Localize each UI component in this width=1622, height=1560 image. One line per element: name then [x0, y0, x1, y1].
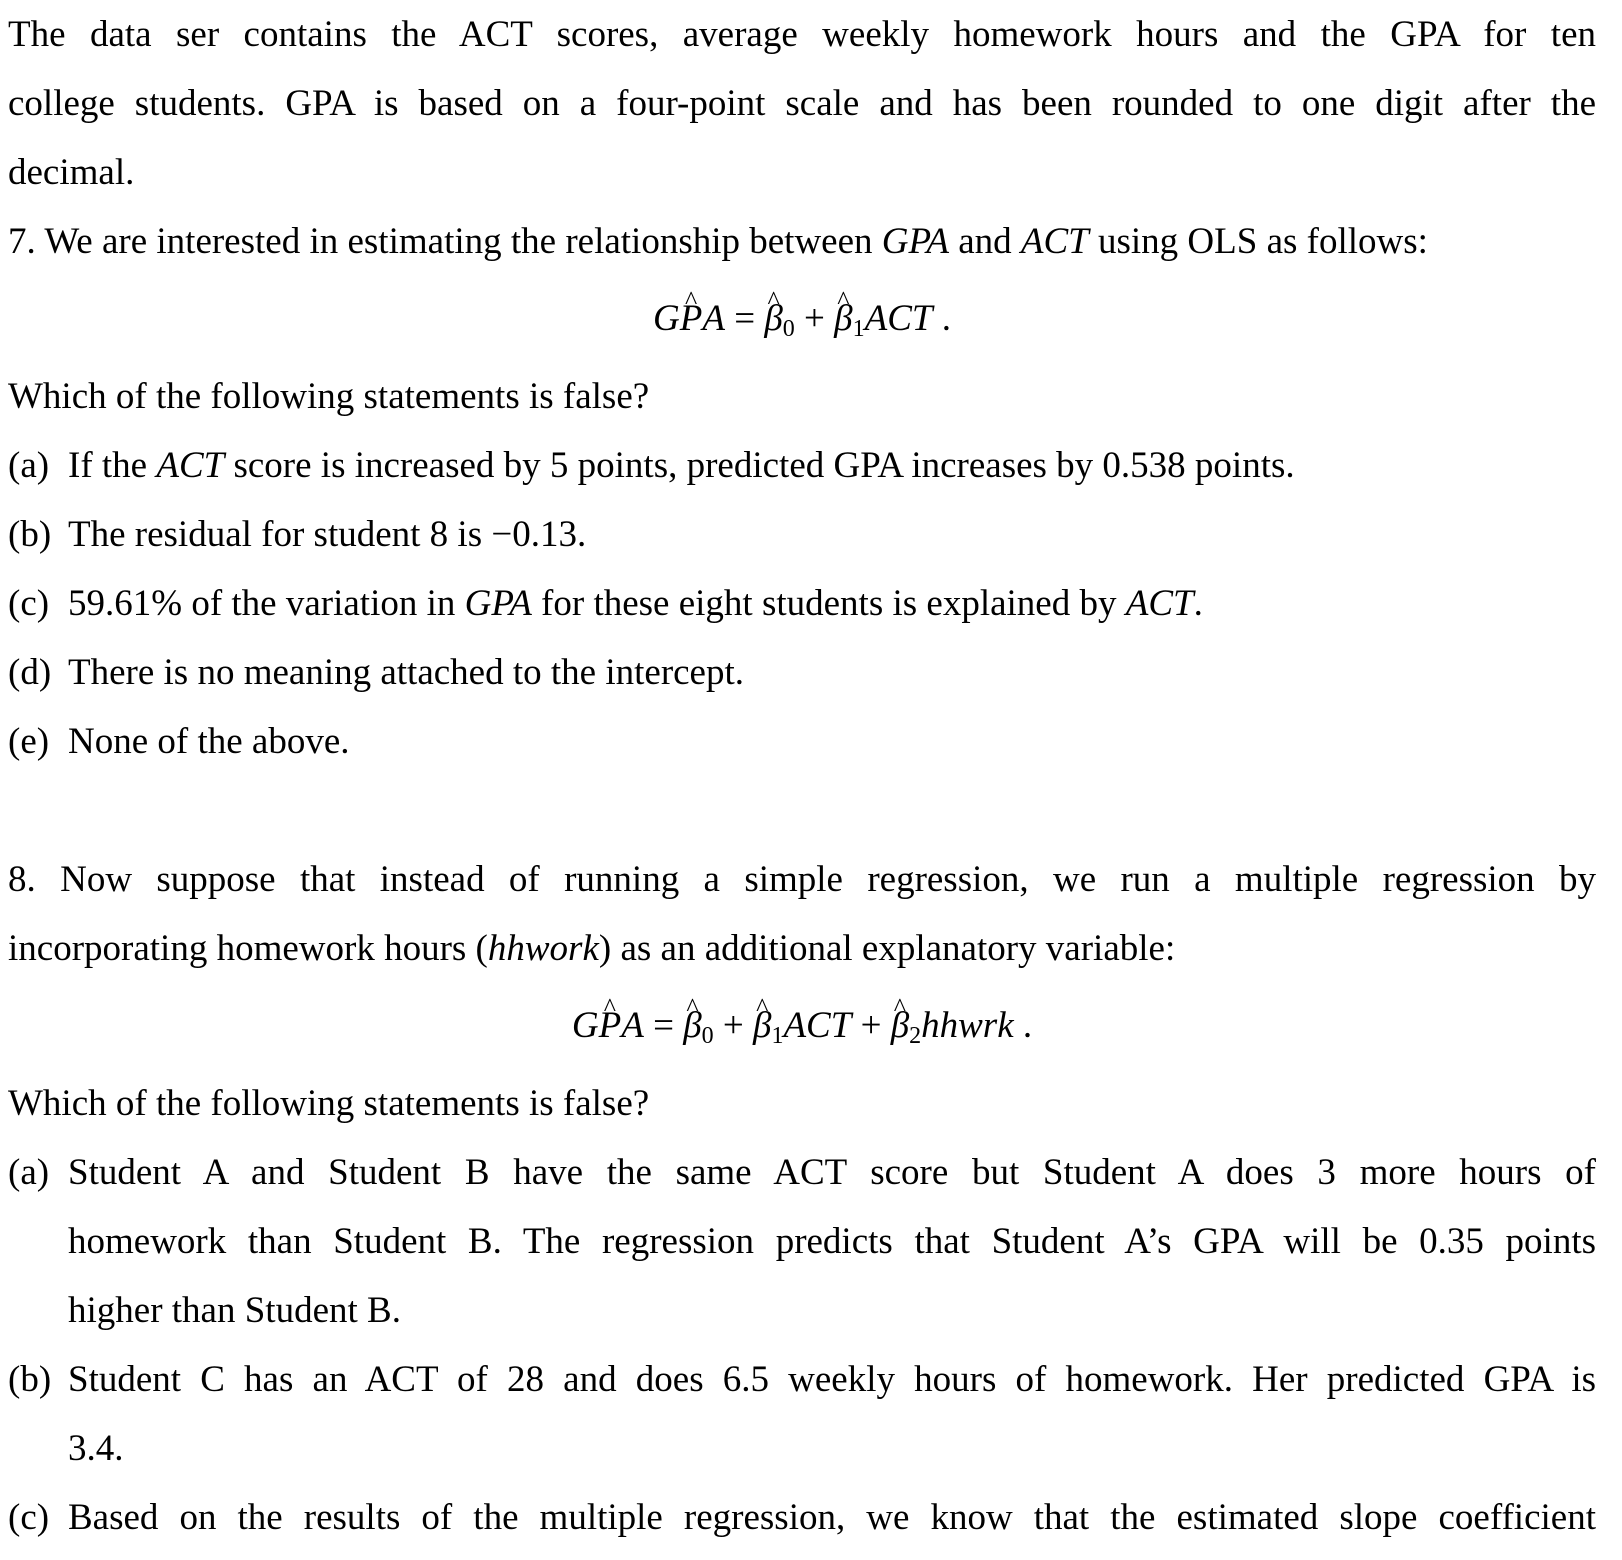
q8-option-a-line-1: Student A and Student B have the same ACT score but Student A does 3 more hours of — [68, 1152, 1596, 1193]
q8-option-a: (a) Student A and Student B have the same ACT score but Student A does 3 more hours of homework than Student B. The regression predicts that Student A’s GPA will be 0.35 points higher than Student B. — [8, 1138, 1596, 1345]
q8-option-a-line-2: homework than Student B. The regression predicts that Student A’s GPA will be 0.35 points — [68, 1221, 1596, 1262]
intro-line-2: college students. GPA is based on a four-point scale and has been rounded to one digit after the — [8, 83, 1596, 124]
document-page — [8, 0, 1596, 1552]
q8-prompt-line-1: 8. Now suppose that instead of running a simple regression, we run a multiple regression by — [8, 859, 1596, 900]
q7-prompt: 7. We are interested in estimating the relationship between GPA and ACT using OLS as follows: — [8, 221, 1428, 262]
q7-option-e: (e) None of the above. — [8, 721, 350, 762]
q7-option-b: (b) The residual for student 8 is −0.13. — [8, 514, 587, 555]
q8-option-a-line-3: higher than Student B. — [68, 1290, 401, 1331]
q7-equation: G^ PA = ^ $\beta_0$ + ^ $\beta_1ACT$ . — [8, 276, 1596, 362]
q8-option-c: (c) Based on the results of the multiple regression, we know that the estimated slope coefficient — [8, 1483, 1596, 1552]
q7-question: Which of the following statements is false? — [8, 376, 650, 417]
intro-line-1: The data ser contains the ACT scores, average weekly homework hours and the GPA for ten — [8, 14, 1596, 55]
q8-option-b-line-1: Student C has an ACT of 28 and does 6.5 weekly hours of homework. Her predicted GPA is — [68, 1359, 1596, 1400]
q8-question: Which of the following statements is false? — [8, 1083, 650, 1124]
q8-option-c-line-1: Based on the results of the multiple regression, we know that the estimated slope coefficient — [68, 1497, 1596, 1538]
q8-option-b: (b) Student C has an ACT of 28 and does 6.5 weekly hours of homework. Her predicted GPA is 3.4. — [8, 1345, 1596, 1483]
q8-option-b-line-2: 3.4. — [68, 1428, 124, 1469]
q7-option-c: (c) 59.61% of the variation in GPA for these eight students is explained by ACT. — [8, 583, 1203, 624]
q8-prompt-line-2: incorporating homework hours (hhwork) as an additional explanatory variable: — [8, 928, 1176, 969]
intro-line-3: decimal. — [8, 152, 135, 193]
q7-option-a: (a) If the ACT score is increased by 5 points, predicted GPA increases by 0.538 points. — [8, 445, 1295, 486]
q8-equation: G^ PA = ^ $\beta_0$ + ^ $\beta_1ACT$ + ^ $\beta_2hhwrk$ . — [8, 983, 1596, 1069]
q7-option-d: (d) There is no meaning attached to the intercept. — [8, 652, 745, 693]
section-spacer — [8, 776, 1596, 845]
